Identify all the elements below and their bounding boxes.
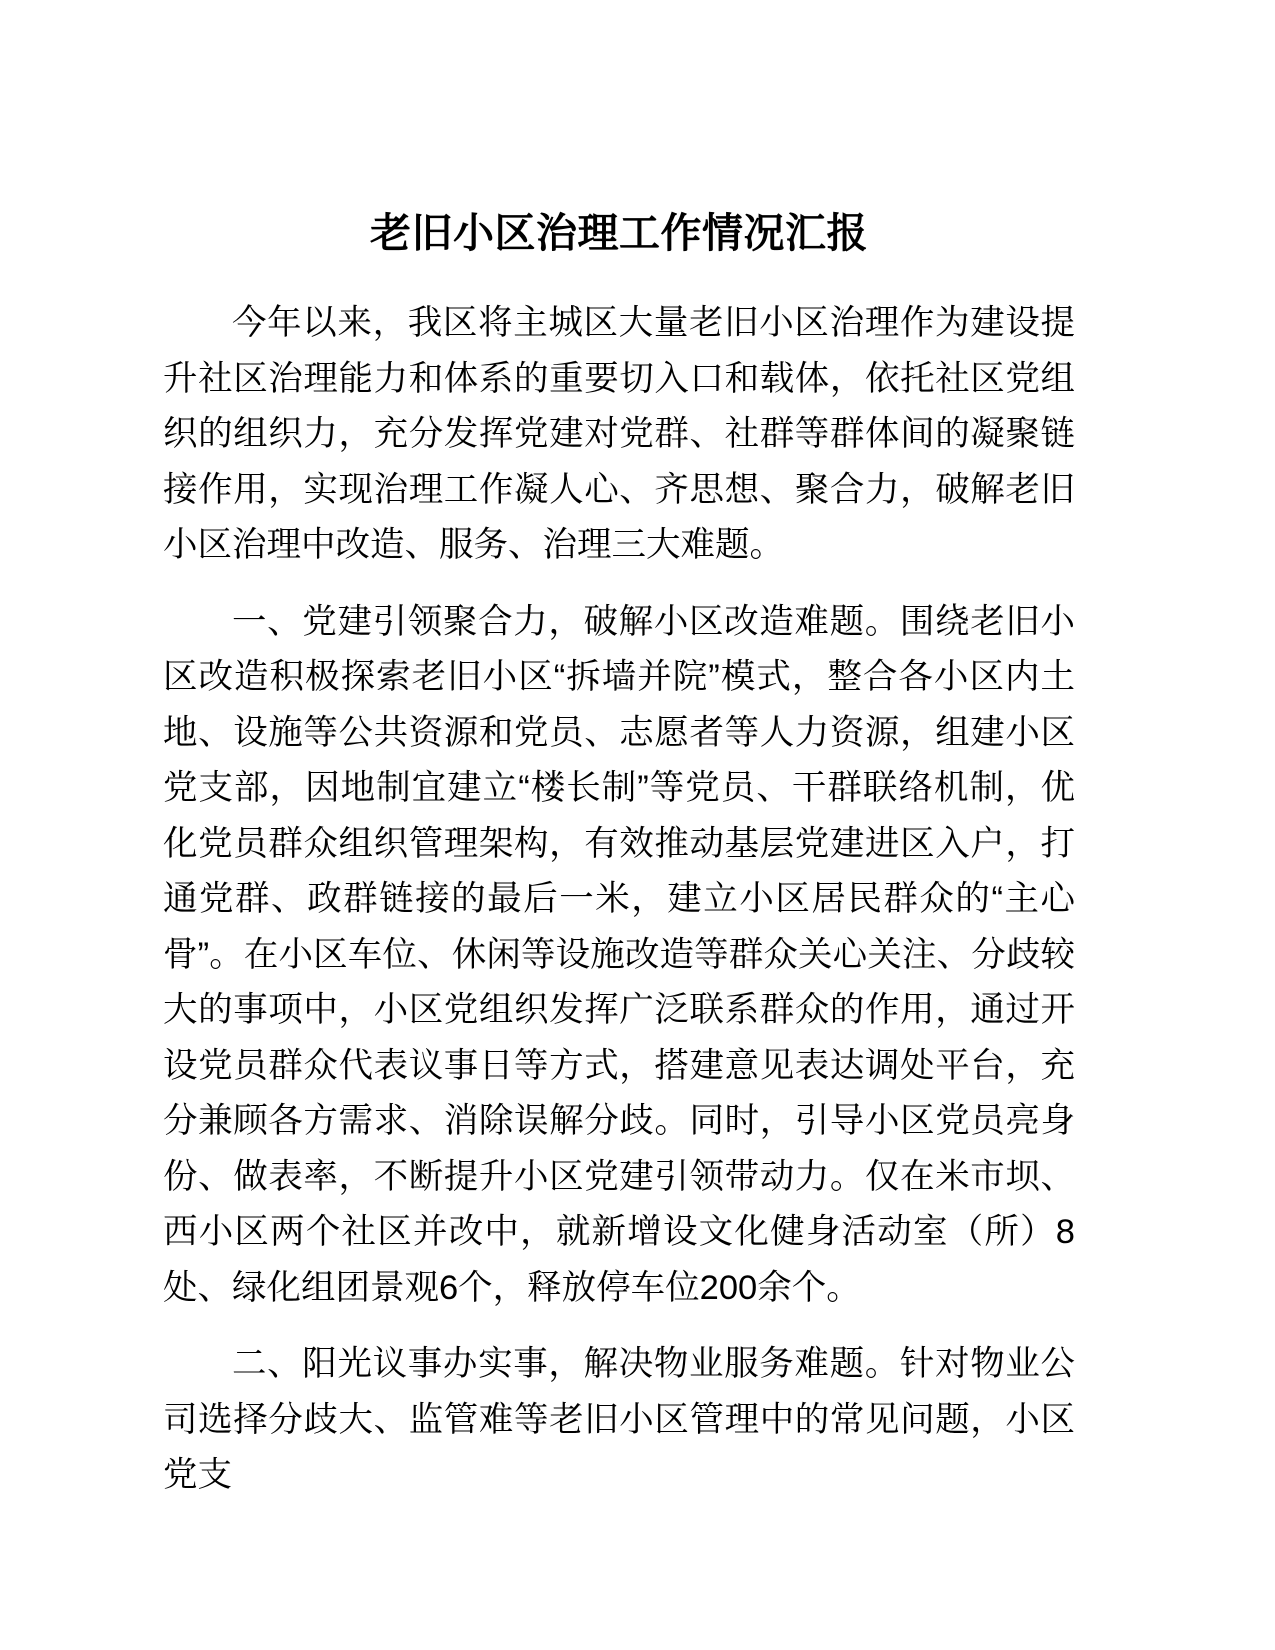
paragraph-intro: 今年以来，我区将主城区大量老旧小区治理作为建设提升社区治理能力和体系的重要切入口和载体，依托社区党组织的组织力，充分发挥党建对党群、社群等群体间的凝聚链接作用，实现治理工作凝人心、齐思想、聚合力，破解老旧小区治理中改造、服务、治理三大难题。 (163, 304, 1075, 565)
paragraph-section-one: 一、党建引领聚合力，破解小区改造难题。围绕老旧小区改造积极探索老旧小区“拆墙并院”模式，整合各小区内土地、设施等公共资源和党员、志愿者等人力资源，组建小区党支部，因地制宜建立“楼长制”等党员、干群联络机制，优化党员群众组织管理架构，有效推动基层党建进区入户，打通党群、政群链接的最后一米，建立小区居民群众的“主心骨”。在小区车位、休闲等设施改造等群众关心关注、分歧较大的事项中，小区党组织发挥广泛联系群众的作用，通过开设党员群众代表议事日等方式，搭建意见表达调处平台，充分兼顾各方需求、消除误解分歧。同时，引导小区党员亮身份、做表率，不断提升小区党建引领带动力。仅在米市坝、西小区两个社区并改中，就新增设文化健身活动室（所）8处、绿化组团景观6个，释放停车位200余个。 (163, 602, 1075, 1307)
page-title: 老旧小区治理工作情况汇报 (370, 210, 868, 256)
paragraph-section-two: 二、阳光议事办实事，解决物业服务难题。针对物业公司选择分歧大、监管难等老旧小区管理中的常见问题，小区党支 (163, 1345, 1075, 1495)
document-body (163, 0, 1075, 1504)
